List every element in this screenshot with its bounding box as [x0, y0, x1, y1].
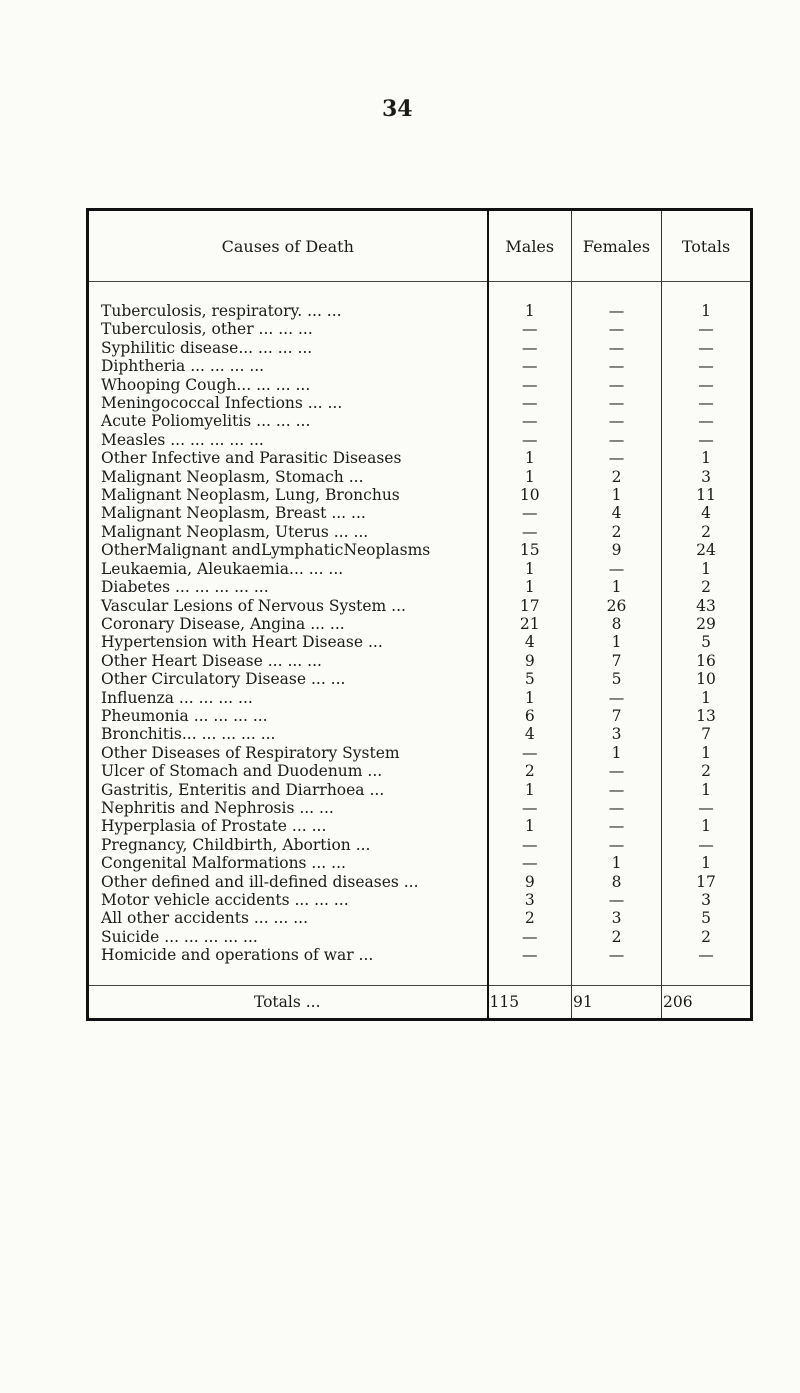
- table-row: [88, 928, 752, 946]
- females-cell: 7: [572, 707, 662, 725]
- table-row: [88, 431, 752, 449]
- table-row: [88, 615, 752, 633]
- cause-cell: Tuberculosis, respiratory. ... ...: [88, 302, 488, 320]
- females-cell: —: [572, 781, 662, 799]
- table-row: [88, 873, 752, 891]
- cause-cell: Homicide and operations of war ...: [88, 946, 488, 964]
- totals-cell: 1: [662, 817, 752, 835]
- cause-cell: Syphilitic disease... ... ... ...: [88, 339, 488, 357]
- cause-cell: Measles ... ... ... ... ...: [88, 431, 488, 449]
- totals-cell: 17: [662, 873, 752, 891]
- females-cell: 1: [572, 486, 662, 504]
- table-row: [88, 799, 752, 817]
- cause-cell: Other defined and ill-defined diseases ...: [88, 873, 488, 891]
- table-row: [88, 357, 752, 375]
- table-row: [88, 449, 752, 467]
- females-cell: —: [572, 376, 662, 394]
- table-row: [88, 670, 752, 688]
- cause-cell: Other Heart Disease ... ... ...: [88, 652, 488, 670]
- cause-cell: Influenza ... ... ... ...: [88, 689, 488, 707]
- females-cell: 1: [572, 854, 662, 872]
- totals-cell: —: [662, 320, 752, 338]
- table-row: [88, 394, 752, 412]
- males-cell: —: [488, 504, 572, 522]
- header-males: Males: [488, 210, 572, 282]
- cause-cell: Ulcer of Stomach and Duodenum ...: [88, 762, 488, 780]
- males-cell: 15: [488, 541, 572, 559]
- females-cell: 4: [572, 504, 662, 522]
- totals-cell: —: [662, 431, 752, 449]
- males-cell: 9: [488, 873, 572, 891]
- totals-cell: 7: [662, 725, 752, 743]
- table-body: [88, 282, 752, 965]
- header-females: Females: [572, 210, 662, 282]
- header-causes: Causes of Death: [88, 210, 488, 282]
- cause-cell: Diabetes ... ... ... ... ...: [88, 578, 488, 596]
- table-row: [88, 412, 752, 430]
- males-cell: 4: [488, 725, 572, 743]
- totals-cell: —: [662, 357, 752, 375]
- females-cell: —: [572, 449, 662, 467]
- cause-cell: Malignant Neoplasm, Stomach ...: [88, 468, 488, 486]
- totals-cell: 10: [662, 670, 752, 688]
- cause-cell: Bronchitis... ... ... ... ...: [88, 725, 488, 743]
- females-cell: —: [572, 762, 662, 780]
- females-cell: —: [572, 320, 662, 338]
- table-row: [88, 762, 752, 780]
- table-row: [88, 339, 752, 357]
- table-row: [88, 302, 752, 320]
- totals-cell: 11: [662, 486, 752, 504]
- spacer-row: [88, 282, 752, 303]
- females-cell: 8: [572, 873, 662, 891]
- females-cell: —: [572, 412, 662, 430]
- table-row: [88, 909, 752, 927]
- females-cell: 2: [572, 523, 662, 541]
- totals-cell: —: [662, 394, 752, 412]
- totals-cell: 1: [662, 449, 752, 467]
- cause-cell: Other Diseases of Respiratory System: [88, 744, 488, 762]
- males-cell: —: [488, 928, 572, 946]
- table-row: [88, 597, 752, 615]
- table-row: [88, 891, 752, 909]
- totals-cell: 4: [662, 504, 752, 522]
- table-row: [88, 707, 752, 725]
- males-cell: —: [488, 744, 572, 762]
- table-row: [88, 523, 752, 541]
- males-cell: —: [488, 320, 572, 338]
- males-cell: —: [488, 523, 572, 541]
- cause-cell: Gastritis, Enteritis and Diarrhoea ...: [88, 781, 488, 799]
- cause-cell: Malignant Neoplasm, Lung, Bronchus: [88, 486, 488, 504]
- males-cell: 9: [488, 652, 572, 670]
- cause-cell: Vascular Lesions of Nervous System ...: [88, 597, 488, 615]
- header-totals: Totals: [662, 210, 752, 282]
- totals-cell: 16: [662, 652, 752, 670]
- table-row: [88, 652, 752, 670]
- cause-cell: Diphtheria ... ... ... ...: [88, 357, 488, 375]
- males-cell: 10: [488, 486, 572, 504]
- males-cell: 1: [488, 560, 572, 578]
- totals-cell: 1: [662, 689, 752, 707]
- cause-cell: Leukaemia, Aleukaemia... ... ...: [88, 560, 488, 578]
- males-cell: 1: [488, 781, 572, 799]
- cause-cell: Nephritis and Nephrosis ... ...: [88, 799, 488, 817]
- causes-of-death-table-container: [86, 208, 750, 1011]
- females-cell: 8: [572, 615, 662, 633]
- females-cell: —: [572, 799, 662, 817]
- females-cell: —: [572, 946, 662, 964]
- cause-cell: Pheumonia ... ... ... ...: [88, 707, 488, 725]
- totals-label: Totals ...: [88, 985, 488, 1019]
- males-cell: 2: [488, 762, 572, 780]
- males-cell: 1: [488, 468, 572, 486]
- cause-cell: Hypertension with Heart Disease ...: [88, 633, 488, 651]
- females-cell: —: [572, 357, 662, 375]
- males-cell: —: [488, 946, 572, 964]
- totals-cell: —: [662, 339, 752, 357]
- males-cell: 5: [488, 670, 572, 688]
- totals-cell: 43: [662, 597, 752, 615]
- males-cell: 4: [488, 633, 572, 651]
- header-row: [88, 210, 752, 282]
- totals-cell: —: [662, 376, 752, 394]
- totals-cell: 2: [662, 928, 752, 946]
- table-row: [88, 854, 752, 872]
- females-cell: 2: [572, 468, 662, 486]
- totals-cell: 5: [662, 633, 752, 651]
- females-cell: —: [572, 339, 662, 357]
- table-row: [88, 725, 752, 743]
- totals-cell: 2: [662, 762, 752, 780]
- cause-cell: Malignant Neoplasm, Uterus ... ...: [88, 523, 488, 541]
- totals-cell: —: [662, 836, 752, 854]
- males-cell: 1: [488, 302, 572, 320]
- table-row: [88, 560, 752, 578]
- males-cell: 1: [488, 578, 572, 596]
- males-cell: —: [488, 836, 572, 854]
- table-row: [88, 486, 752, 504]
- females-cell: 26: [572, 597, 662, 615]
- cause-cell: Meningococcal Infections ... ...: [88, 394, 488, 412]
- totals-cell: 13: [662, 707, 752, 725]
- males-cell: —: [488, 799, 572, 817]
- males-cell: —: [488, 339, 572, 357]
- males-cell: —: [488, 431, 572, 449]
- cause-cell: Coronary Disease, Angina ... ...: [88, 615, 488, 633]
- males-cell: —: [488, 376, 572, 394]
- totals-cell: 1: [662, 781, 752, 799]
- table-row: [88, 468, 752, 486]
- table-row: [88, 504, 752, 522]
- males-cell: —: [488, 394, 572, 412]
- totals-females: 91: [572, 985, 662, 1019]
- males-cell: 1: [488, 817, 572, 835]
- totals-cell: —: [662, 799, 752, 817]
- spacer-row: [88, 965, 752, 986]
- cause-cell: OtherMalignant andLymphaticNeoplasms: [88, 541, 488, 559]
- totals-cell: —: [662, 412, 752, 430]
- females-cell: —: [572, 394, 662, 412]
- cause-cell: Whooping Cough... ... ... ...: [88, 376, 488, 394]
- totals-cell: 1: [662, 744, 752, 762]
- totals-total: 206: [662, 985, 752, 1019]
- females-cell: 2: [572, 928, 662, 946]
- cause-cell: Pregnancy, Childbirth, Abortion ...: [88, 836, 488, 854]
- females-cell: 1: [572, 633, 662, 651]
- males-cell: 6: [488, 707, 572, 725]
- totals-cell: —: [662, 946, 752, 964]
- table-row: [88, 946, 752, 964]
- cause-cell: Suicide ... ... ... ... ...: [88, 928, 488, 946]
- cause-cell: Acute Poliomyelitis ... ... ...: [88, 412, 488, 430]
- females-cell: 5: [572, 670, 662, 688]
- females-cell: 9: [572, 541, 662, 559]
- females-cell: 3: [572, 909, 662, 927]
- males-cell: 1: [488, 449, 572, 467]
- table-row: [88, 578, 752, 596]
- table-row: [88, 689, 752, 707]
- totals-males: 115: [488, 985, 572, 1019]
- totals-cell: 3: [662, 468, 752, 486]
- page-number: 34: [382, 96, 413, 122]
- females-cell: —: [572, 560, 662, 578]
- table-row: [88, 781, 752, 799]
- cause-cell: Tuberculosis, other ... ... ...: [88, 320, 488, 338]
- totals-cell: 3: [662, 891, 752, 909]
- totals-cell: 5: [662, 909, 752, 927]
- males-cell: 21: [488, 615, 572, 633]
- totals-row: [88, 985, 752, 1019]
- females-cell: —: [572, 817, 662, 835]
- females-cell: 1: [572, 578, 662, 596]
- females-cell: —: [572, 302, 662, 320]
- males-cell: 1: [488, 689, 572, 707]
- females-cell: —: [572, 836, 662, 854]
- cause-cell: Congenital Malformations ... ...: [88, 854, 488, 872]
- causes-of-death-table: [86, 208, 753, 1021]
- cause-cell: All other accidents ... ... ...: [88, 909, 488, 927]
- cause-cell: Hyperplasia of Prostate ... ...: [88, 817, 488, 835]
- totals-cell: 2: [662, 578, 752, 596]
- females-cell: —: [572, 891, 662, 909]
- totals-cell: 1: [662, 560, 752, 578]
- table-row: [88, 541, 752, 559]
- table-row: [88, 817, 752, 835]
- cause-cell: Malignant Neoplasm, Breast ... ...: [88, 504, 488, 522]
- females-cell: 1: [572, 744, 662, 762]
- cause-cell: Motor vehicle accidents ... ... ...: [88, 891, 488, 909]
- females-cell: —: [572, 689, 662, 707]
- totals-cell: 29: [662, 615, 752, 633]
- females-cell: —: [572, 431, 662, 449]
- males-cell: 2: [488, 909, 572, 927]
- table-row: [88, 836, 752, 854]
- males-cell: —: [488, 412, 572, 430]
- table-row: [88, 320, 752, 338]
- table-row: [88, 633, 752, 651]
- males-cell: —: [488, 854, 572, 872]
- cause-cell: Other Infective and Parasitic Diseases: [88, 449, 488, 467]
- cause-cell: Other Circulatory Disease ... ...: [88, 670, 488, 688]
- totals-cell: 1: [662, 854, 752, 872]
- table-row: [88, 744, 752, 762]
- males-cell: —: [488, 357, 572, 375]
- totals-cell: 2: [662, 523, 752, 541]
- females-cell: 3: [572, 725, 662, 743]
- table-row: [88, 376, 752, 394]
- males-cell: 17: [488, 597, 572, 615]
- totals-cell: 24: [662, 541, 752, 559]
- females-cell: 7: [572, 652, 662, 670]
- males-cell: 3: [488, 891, 572, 909]
- totals-cell: 1: [662, 302, 752, 320]
